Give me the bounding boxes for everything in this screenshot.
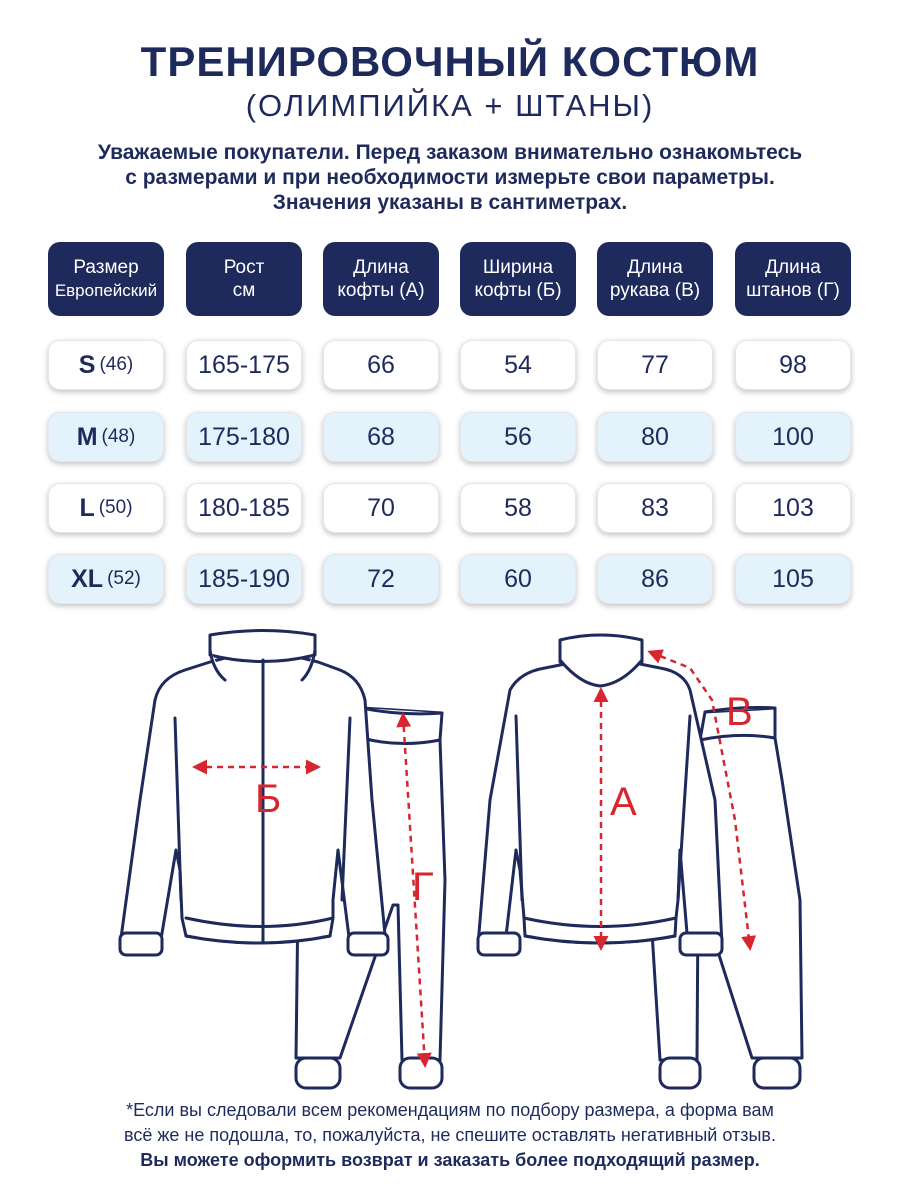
pants-length-cell: 98 bbox=[735, 340, 851, 390]
page-title: ТРЕНИРОВОЧНЫЙ КОСТЮМ bbox=[140, 38, 760, 85]
intro-line: Значения указаны в сантиметрах. bbox=[272, 191, 628, 214]
page-subtitle: (ОЛИМПИЙКА + ШТАНЫ) bbox=[245, 88, 655, 123]
footer-note bbox=[10, 1098, 890, 1173]
footer-line: всё же не подошла, то, пожалуйста, не спешите оставлять негативный отзыв. bbox=[124, 1125, 776, 1145]
footer-line: *Если вы следовали всем рекомендациям по подбору размера, а форма вам bbox=[126, 1100, 774, 1120]
header-jacket-width: Ширина кофты (Б) bbox=[460, 242, 576, 316]
measurement-diagram bbox=[0, 620, 900, 1090]
label-g: Г bbox=[412, 865, 434, 909]
intro-text bbox=[20, 140, 880, 215]
header-size: Размер Европейский bbox=[48, 242, 164, 316]
height-cell: 185-190 bbox=[186, 554, 302, 604]
intro-line: Уважаемые покупатели. Перед заказом внимательно ознакомьтесь bbox=[97, 141, 803, 164]
jacket-width-cell: 56 bbox=[460, 412, 576, 462]
sleeve-length-cell: 86 bbox=[597, 554, 713, 604]
jacket-length-cell: 66 bbox=[323, 340, 439, 390]
pants-length-cell: 100 bbox=[735, 412, 851, 462]
jacket-width-cell: 58 bbox=[460, 483, 576, 533]
height-cell: 175-180 bbox=[186, 412, 302, 462]
jacket-front bbox=[120, 631, 388, 956]
label-a: А bbox=[610, 780, 637, 824]
size-cell: M (48) bbox=[48, 412, 164, 462]
jacket-width-cell: 54 bbox=[460, 340, 576, 390]
header-pants-length: Длина штанов (Г) bbox=[735, 242, 851, 316]
size-cell: S (46) bbox=[48, 340, 164, 390]
jacket-length-cell: 72 bbox=[323, 554, 439, 604]
header-height: Рост см bbox=[186, 242, 302, 316]
header-jacket-length: Длина кофты (А) bbox=[323, 242, 439, 316]
sleeve-length-cell: 80 bbox=[597, 412, 713, 462]
sleeve-length-cell: 83 bbox=[597, 483, 713, 533]
height-cell: 180-185 bbox=[186, 483, 302, 533]
intro-line: с размерами и при необходимости измерьте свои параметры. bbox=[125, 166, 775, 189]
label-b: Б bbox=[255, 777, 282, 821]
footer-line-bold: Вы можете оформить возврат и заказать более подходящий размер. bbox=[140, 1150, 760, 1170]
pants-length-cell: 105 bbox=[735, 554, 851, 604]
label-v: В bbox=[726, 690, 753, 734]
size-cell: XL (52) bbox=[48, 554, 164, 604]
jacket-length-cell: 68 bbox=[323, 412, 439, 462]
size-cell: L (50) bbox=[48, 483, 164, 533]
jacket-length-cell: 70 bbox=[323, 483, 439, 533]
header-sleeve-length: Длина рукава (В) bbox=[597, 242, 713, 316]
pants-length-cell: 103 bbox=[735, 483, 851, 533]
sleeve-length-cell: 77 bbox=[597, 340, 713, 390]
jacket-width-cell: 60 bbox=[460, 554, 576, 604]
height-cell: 165-175 bbox=[186, 340, 302, 390]
